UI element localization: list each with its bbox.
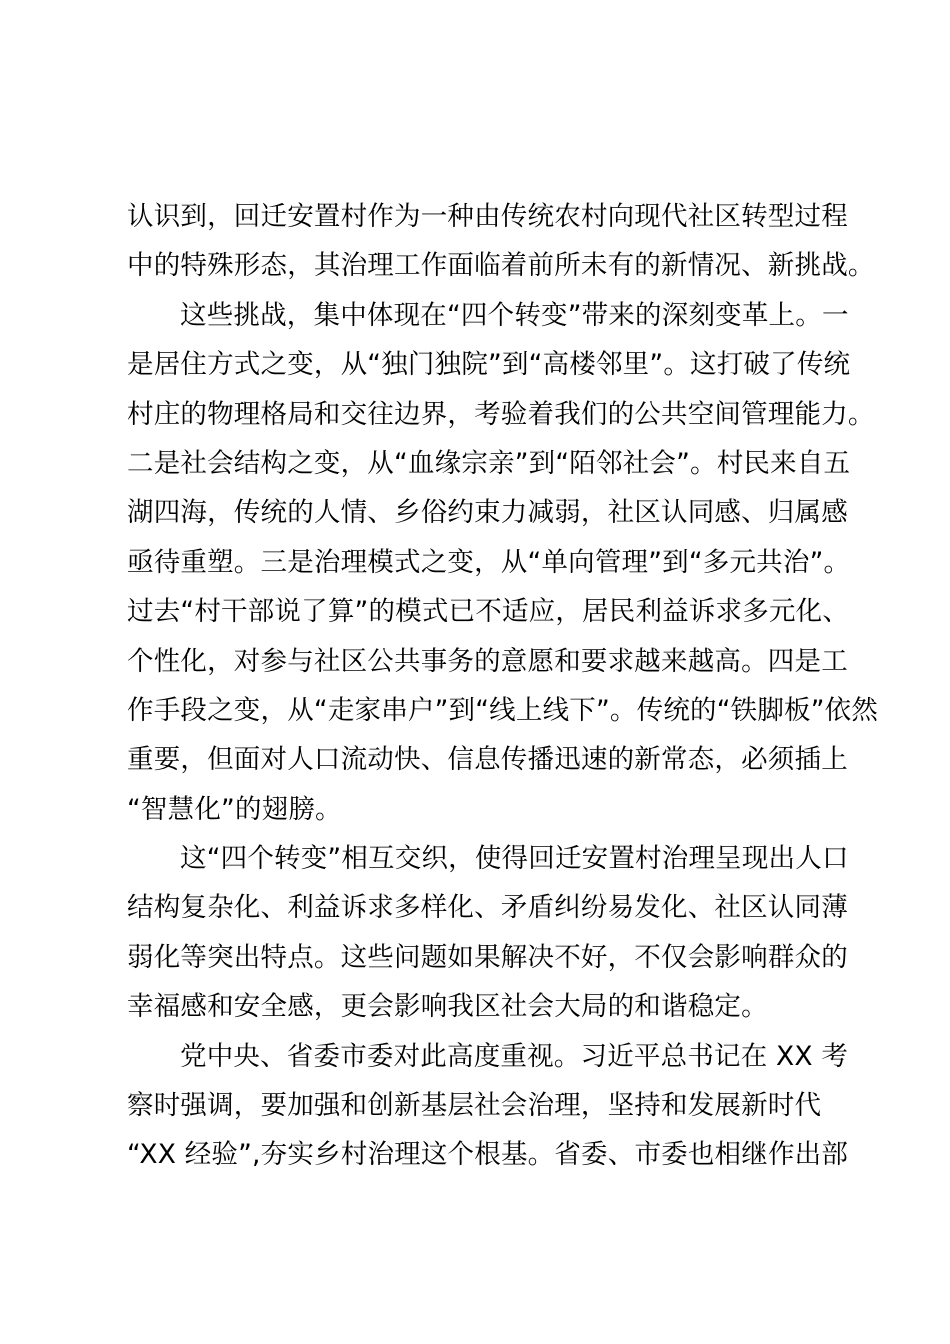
text-line: 作手段之变，从“走家串户”到“线上线下”。传统的“铁脚板”依然 [127,694,879,726]
text-line: 结构复杂化、利益诉求多样化、矛盾纠纷易发化、社区认同薄 [127,892,848,924]
text-line: 弱化等突出特点。这些问题如果解决不好，不仅会影响群众的 [127,941,848,973]
text-line: “XX 经验”,夯实乡村治理这个根基。省委、市委也相继作出部 [127,1139,849,1171]
text-line: 湖四海，传统的人情、乡俗约束力减弱，社区认同感、归属感 [127,497,848,529]
text-line: 个性化，对参与社区公共事务的意愿和要求越来越高。四是工 [127,645,848,677]
text-line: 过去“村干部说了算”的模式已不适应，居民利益诉求多元化、 [127,596,850,628]
paragraph-start-line: 这“四个转变”相互交织，使得回迁安置村治理呈现出人口 [180,843,849,875]
text-line: 幸福感和安全感，更会影响我区社会大局的和谐稳定。 [127,991,768,1023]
text-line: 亟待重塑。三是治理模式之变，从“单向管理”到“多元共治”。 [127,546,851,578]
text-line: 二是社会结构之变，从“血缘宗亲”到“陌邻社会”。村民来自五 [127,447,851,479]
text-line: 中的特殊形态，其治理工作面临着前所未有的新情况、新挑战。 [127,250,875,282]
paragraph-start-line: 党中央、省委市委对此高度重视。习近平总书记在 XX 考 [180,1040,849,1072]
text-line: 重要，但面对人口流动快、信息传播迅速的新常态，必须插上 [127,744,848,776]
text-line: 村庄的物理格局和交往边界，考验着我们的公共空间管理能力。 [127,398,875,430]
text-line: “智慧化”的翅膀。 [127,793,342,825]
text-line: 察时强调，要加强和创新基层社会治理，坚持和发展新时代 [127,1090,822,1122]
body-text [127,192,879,1180]
text-line: 是居住方式之变，从“独门独院”到“高楼邻里”。这打破了传统 [127,349,851,381]
paragraph-start-line: 这些挑战，集中体现在“四个转变”带来的深刻变革上。一 [180,299,849,331]
text-line: 认识到，回迁安置村作为一种由传统农村向现代社区转型过程 [127,201,848,232]
